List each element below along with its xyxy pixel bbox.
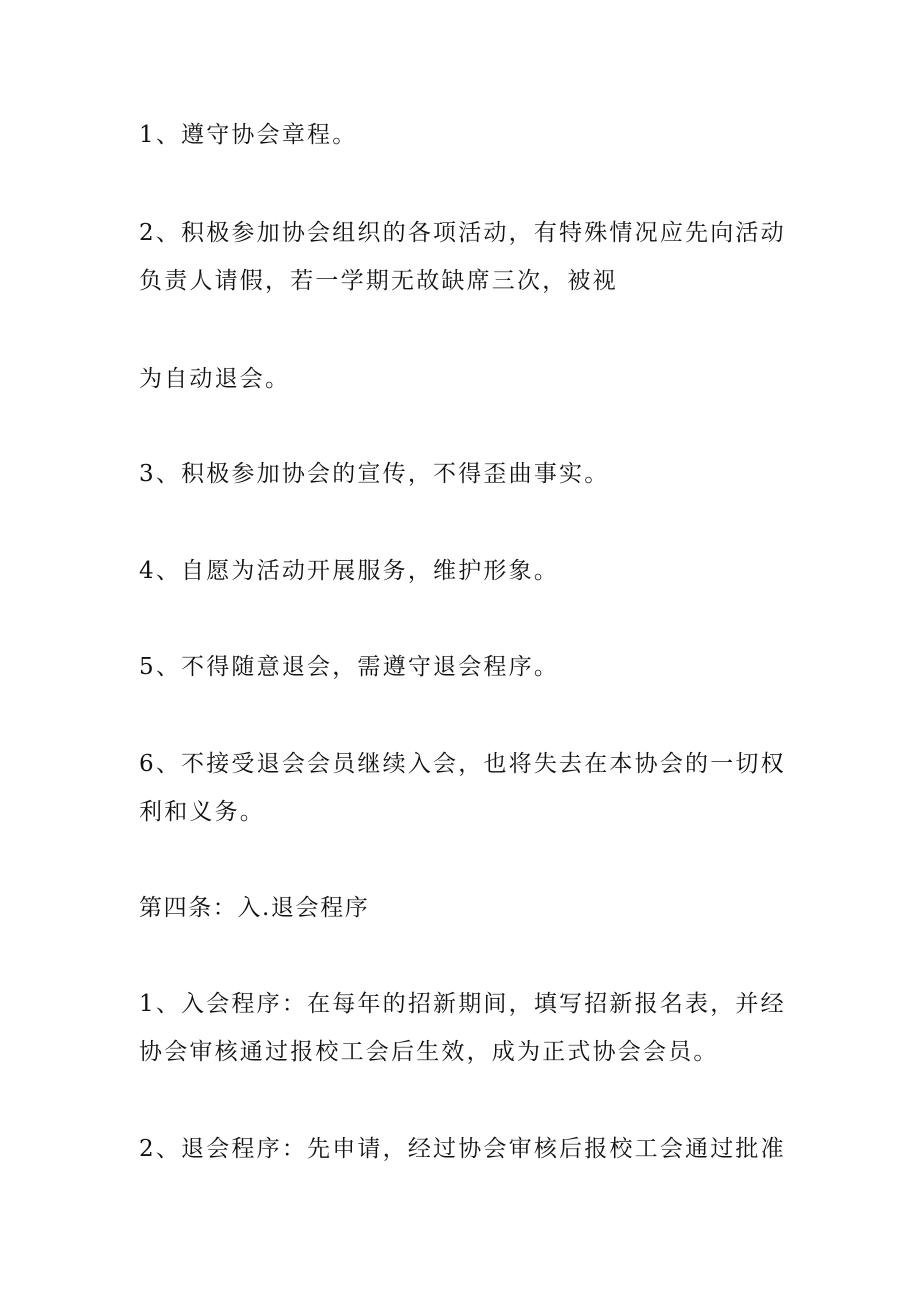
procedure-item-1-line-1: 1、入会程序：在每年的招新期间，填写招新报名表，并经 [139,991,786,1017]
duty-item-3: 3、积极参加协会的宣传，不得歪曲事实。 [139,461,610,487]
duty-item-1: 1、遵守协会章程。 [139,122,358,148]
duty-item-6-line-2: 利和义务。 [139,799,265,825]
procedure-item-1-line-2: 协会审核通过报校工会后生效，成为正式协会会员。 [139,1039,719,1065]
duty-item-2-line-3: 为自动退会。 [139,366,291,392]
duty-item-5: 5、不得随意退会，需遵守退会程序。 [139,654,560,680]
section-heading-article-4: 第四条：入.退会程序 [139,895,370,921]
procedure-item-2-line-1: 2、退会程序：先申请，经过协会审核后报校工会通过批准 [139,1136,786,1162]
duty-item-2-line-1: 2、积极参加协会组织的各项活动，有特殊情况应先向活动 [139,220,786,246]
duty-item-4: 4、自愿为活动开展服务，维护形象。 [139,558,560,584]
duty-item-6-line-1: 6、不接受退会会员继续入会，也将失去在本协会的一切权 [139,751,786,777]
duty-item-2-line-2: 负责人请假，若一学期无故缺席三次，被视 [139,268,618,294]
